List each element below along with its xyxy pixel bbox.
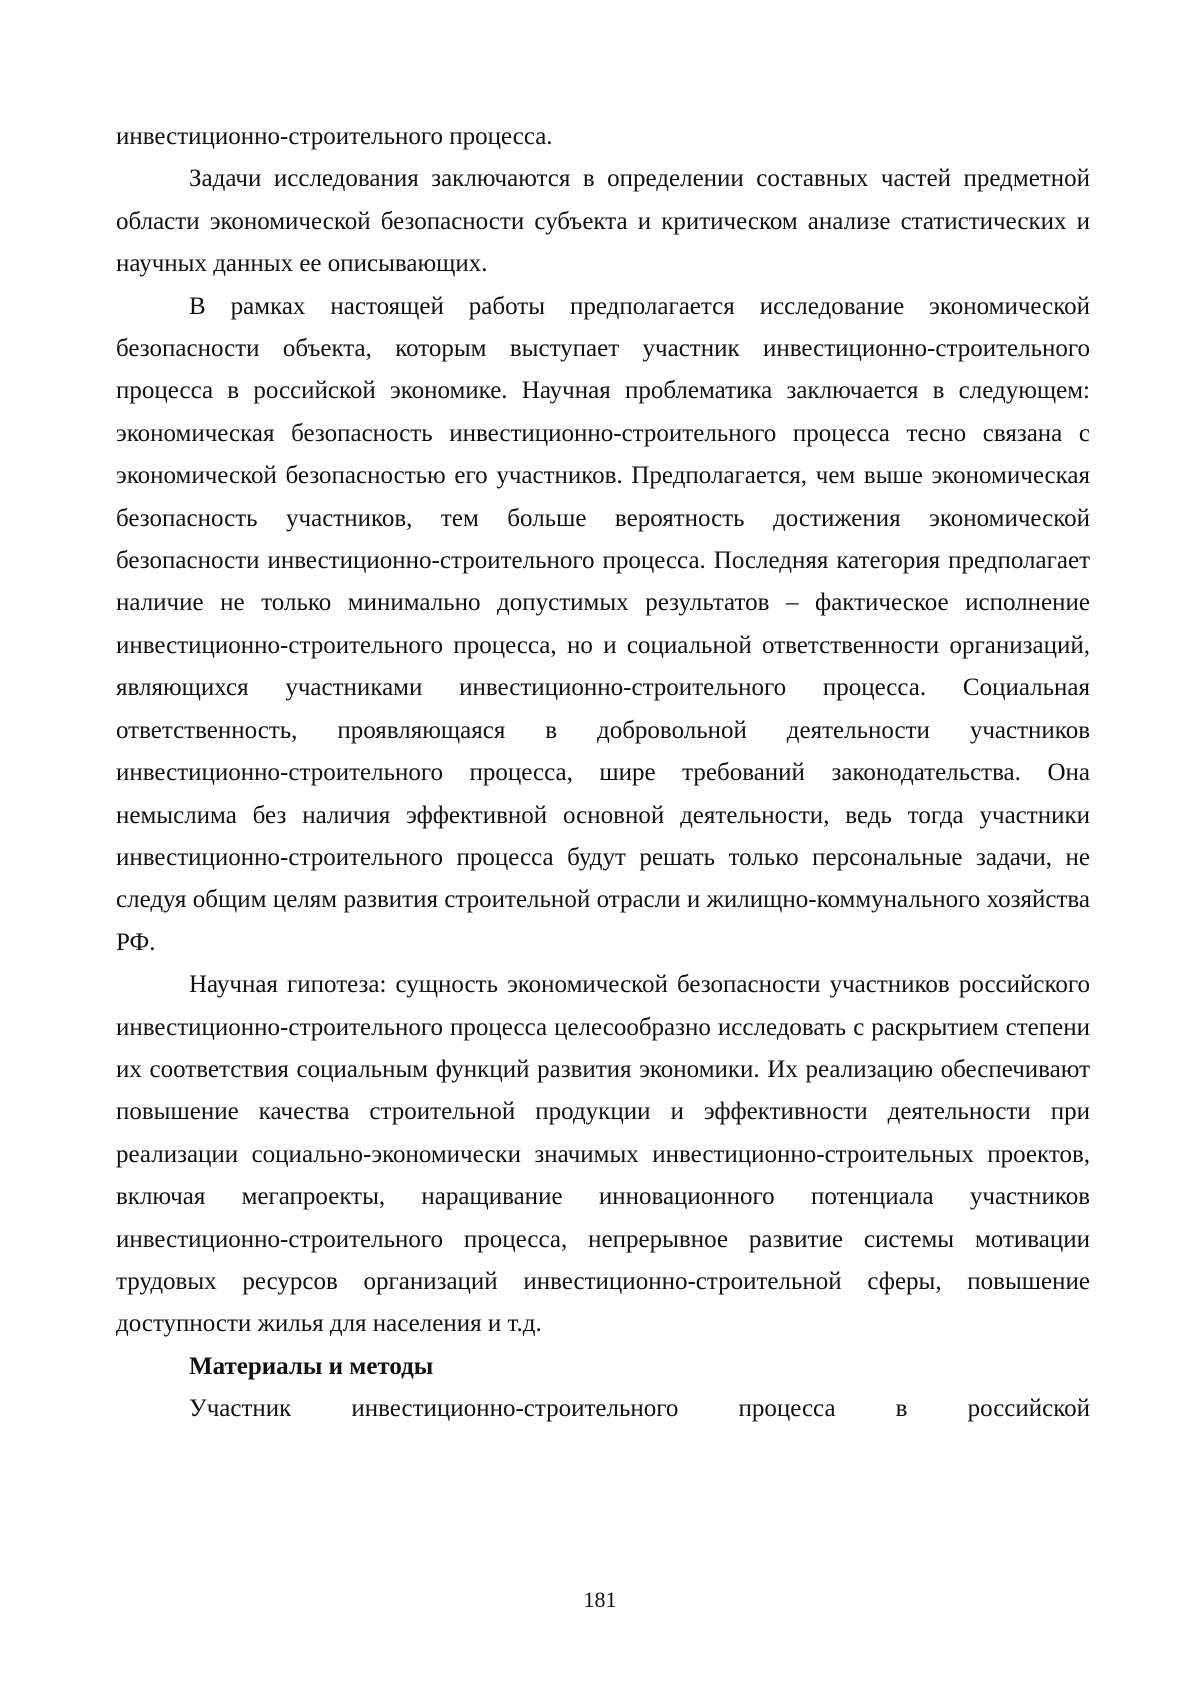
paragraph-research-tasks: Задачи исследования заключаются в определении составных частей предметной области экономической безопасности субъекта и критическом анализе статистических и научных данных ее описывающих. (116, 165, 1090, 278)
page-number: 181 (583, 1587, 617, 1612)
body-text (116, 116, 1090, 1431)
paragraph-research-problem: В рамках настоящей работы предполагается исследование экономической безопасности объекта, которым выступает участник инвестиционно-строительного процесса в российской экономике. Научная проблематика заключается в следующем: экономическая безопасность инвестиционно-строительного процесса тесно связана с экономической безопасностью его участников. Предполагается, чем выше экономическая безопасность участников, тем больше вероятность достижения экономической безопасности инвестиционно-строительного процесса. Последняя категория предполагает наличие не только минимально допустимых результатов – фактическое исполнение инвестиционно-строительного процесса, но и социальной ответственности организаций, являющихся участниками инвестиционно-строительного процесса. Социальная ответственность, проявляющаяся в добровольной деятельности участников инвестиционно-строительного процесса, шире требований законодательства. Она немыслима без наличия эффективной основной деятельности, ведь тогда участники инвестиционно-строительного процесса будут решать только персональные задачи, не следуя общим целям развития строительной отрасли и жилищно-коммунального хозяйства РФ. (116, 292, 1090, 956)
paragraph-hypothesis: Научная гипотеза: сущность экономической безопасности участников российского инвестиционно-строительного процесса целесообразно исследовать с раскрытием степени их соответствия социальным функций развития экономики. Их реализацию обеспечивают повышение качества строительной продукции и эффективности деятельности при реализации социально-экономически значимых инвестиционно-строительных проектов, включая мегапроекты, наращивание инновационного потенциала участников инвестиционно-строительного процесса, непрерывное развитие системы мотивации трудовых ресурсов организаций инвестиционно-строительной сферы, повышение доступности жилья для населения и т.д. (116, 971, 1090, 1338)
paragraph-continuation: инвестиционно-строительного процесса. (116, 123, 553, 150)
paragraph-materials-start: Участник инвестиционно-строительного процесса в российской (189, 1395, 1090, 1423)
section-heading: Материалы и методы (189, 1352, 434, 1380)
